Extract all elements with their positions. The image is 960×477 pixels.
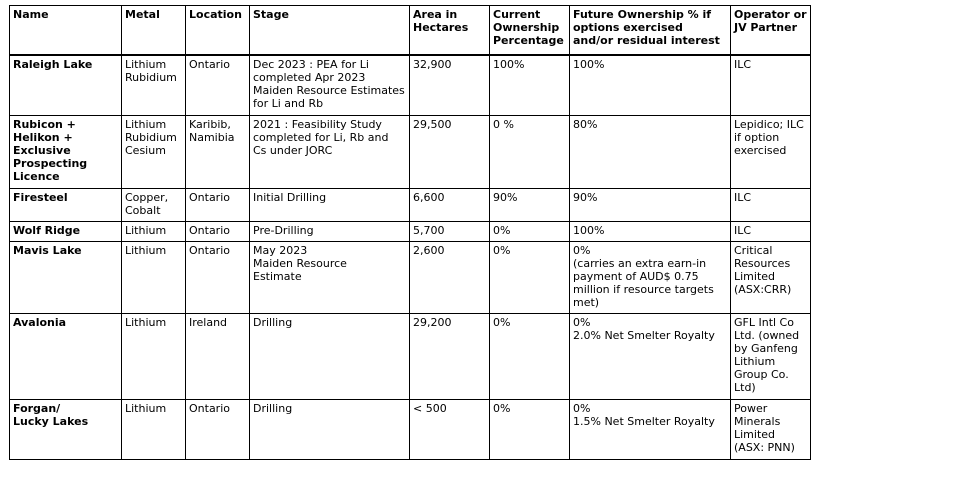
table-row [10, 115, 811, 188]
cell-future-ownership: 100% [570, 221, 731, 241]
cell-area: 29,500 [410, 115, 490, 188]
cell-metal: Lithium [122, 313, 186, 399]
cell-stage: Initial Drilling [250, 188, 410, 221]
cell-stage: 2021 : Feasibility Study completed for Li, Rb and Cs under JORC [250, 115, 410, 188]
table-row [10, 188, 811, 221]
table-row [10, 313, 811, 399]
cell-current-ownership: 0 % [490, 115, 570, 188]
cell-name: Avalonia [10, 313, 122, 399]
cell-area: 32,900 [410, 55, 490, 115]
cell-current-ownership: 0% [490, 313, 570, 399]
cell-stage: May 2023 Maiden Resource Estimate [250, 241, 410, 313]
cell-future-ownership: 0% 2.0% Net Smelter Royalty [570, 313, 731, 399]
cell-current-ownership: 0% [490, 221, 570, 241]
cell-metal: Lithium [122, 399, 186, 459]
cell-operator: Lepidico; ILC if option exercised [731, 115, 811, 188]
cell-operator: ILC [731, 221, 811, 241]
cell-stage: Drilling [250, 399, 410, 459]
cell-stage: Dec 2023 : PEA for Li completed Apr 2023 Maiden Resource Estimates for Li and Rb [250, 55, 410, 115]
cell-operator: GFL Intl Co Ltd. (owned by Ganfeng Lithium Group Co. Ltd) [731, 313, 811, 399]
cell-future-ownership: 0% (carries an extra earn-in payment of AUD$ 0.75 million if resource targets met) [570, 241, 731, 313]
cell-name: Raleigh Lake [10, 55, 122, 115]
header-stage: Stage [250, 6, 410, 56]
cell-location: Ontario [186, 188, 250, 221]
header-operator: Operator or JV Partner [731, 6, 811, 56]
cell-location: Ontario [186, 221, 250, 241]
cell-location: Ontario [186, 55, 250, 115]
cell-location: Ireland [186, 313, 250, 399]
table-row [10, 221, 811, 241]
cell-current-ownership: 100% [490, 55, 570, 115]
cell-name: Wolf Ridge [10, 221, 122, 241]
cell-metal: Copper, Cobalt [122, 188, 186, 221]
table-row [10, 399, 811, 459]
cell-location: Ontario [186, 399, 250, 459]
cell-name: Rubicon + Helikon + Exclusive Prospecting Licence [10, 115, 122, 188]
cell-metal: Lithium Rubidium Cesium [122, 115, 186, 188]
table-row [10, 55, 811, 115]
cell-current-ownership: 90% [490, 188, 570, 221]
cell-area: < 500 [410, 399, 490, 459]
cell-operator: Critical Resources Limited (ASX:CRR) [731, 241, 811, 313]
cell-area: 5,700 [410, 221, 490, 241]
cell-current-ownership: 0% [490, 241, 570, 313]
cell-area: 29,200 [410, 313, 490, 399]
cell-future-ownership: 90% [570, 188, 731, 221]
cell-name: Firesteel [10, 188, 122, 221]
projects-table [9, 5, 811, 460]
cell-operator: ILC [731, 55, 811, 115]
cell-future-ownership: 80% [570, 115, 731, 188]
cell-metal: Lithium Rubidium [122, 55, 186, 115]
header-name: Name [10, 6, 122, 56]
cell-location: Ontario [186, 241, 250, 313]
cell-metal: Lithium [122, 221, 186, 241]
header-metal: Metal [122, 6, 186, 56]
cell-future-ownership: 0% 1.5% Net Smelter Royalty [570, 399, 731, 459]
header-current-ownership: Current Ownership Percentage [490, 6, 570, 56]
cell-location: Karibib, Namibia [186, 115, 250, 188]
header-future-ownership: Future Ownership % if options exercised and/or residual interest [570, 6, 731, 56]
cell-metal: Lithium [122, 241, 186, 313]
cell-area: 2,600 [410, 241, 490, 313]
cell-stage: Pre-Drilling [250, 221, 410, 241]
cell-name: Forgan/ Lucky Lakes [10, 399, 122, 459]
header-location: Location [186, 6, 250, 56]
cell-area: 6,600 [410, 188, 490, 221]
cell-operator: ILC [731, 188, 811, 221]
cell-current-ownership: 0% [490, 399, 570, 459]
cell-operator: Power Minerals Limited (ASX: PNN) [731, 399, 811, 459]
cell-stage: Drilling [250, 313, 410, 399]
header-row [10, 6, 811, 56]
table-row [10, 241, 811, 313]
cell-name: Mavis Lake [10, 241, 122, 313]
cell-future-ownership: 100% [570, 55, 731, 115]
header-area: Area in Hectares [410, 6, 490, 56]
